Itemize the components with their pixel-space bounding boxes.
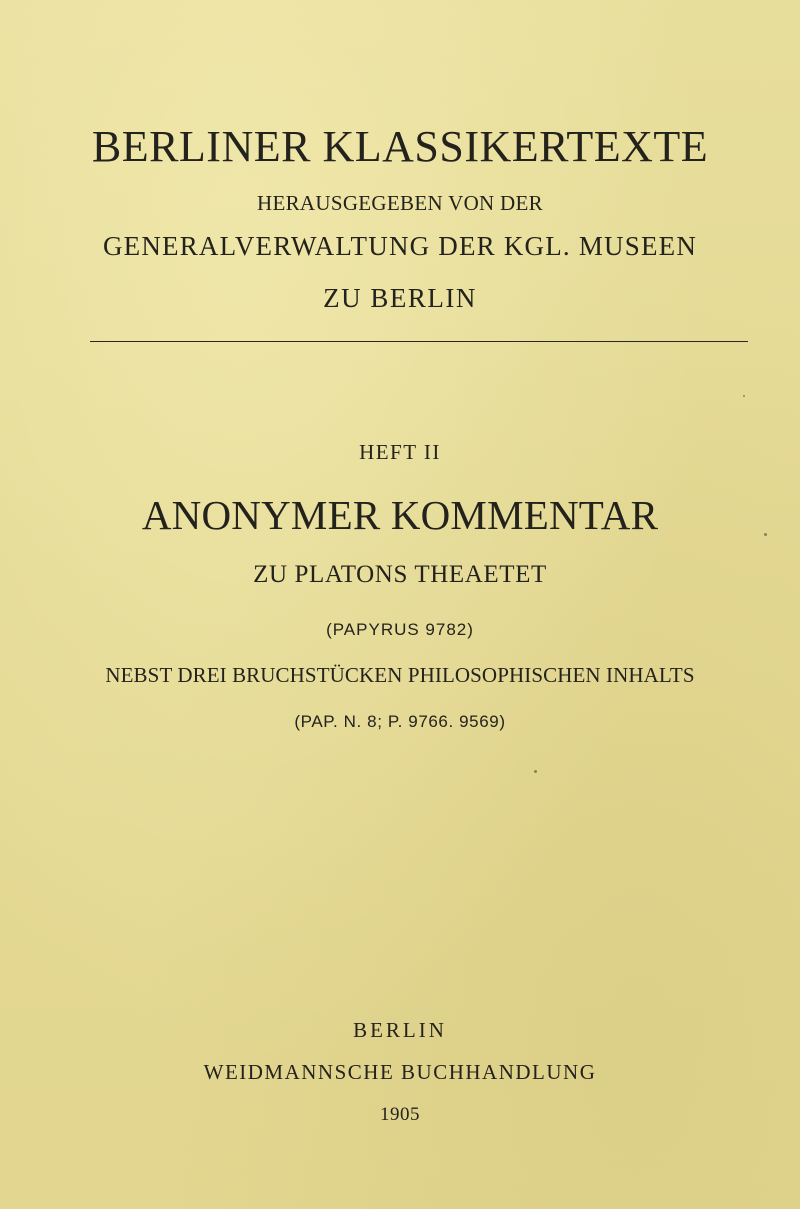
publisher-name: GENERALVERWALTUNG DER KGL. MUSEEN xyxy=(102,231,698,261)
published-by: HERAUSGEGEBEN VON DER xyxy=(257,191,543,215)
fragments-reference: (PAP. N. 8; P. 9766. 9569) xyxy=(294,712,506,731)
imprint-year: 1905 xyxy=(380,1104,420,1125)
paper-speck xyxy=(534,770,537,773)
main-title: ANONYMER KOMMENTAR xyxy=(141,492,659,538)
subtitle: ZU PLATONS THEAETET xyxy=(253,561,547,588)
series-title: BERLINER KLASSIKERTEXTE xyxy=(91,122,709,171)
issue-number: HEFT II xyxy=(359,440,441,464)
paper-speck xyxy=(743,395,745,397)
publisher-city: ZU BERLIN xyxy=(323,283,477,313)
horizontal-rule xyxy=(90,341,748,342)
imprint-publisher: WEIDMANNSCHE BUCHHANDLUNG xyxy=(203,1060,597,1084)
supplement-title: NEBST DREI BRUCHSTÜCKEN PHILOSOPHISCHEN INHALTS xyxy=(105,663,695,687)
imprint-city: BERLIN xyxy=(353,1018,447,1042)
paper-speck xyxy=(764,533,767,536)
papyrus-reference: (PAPYRUS 9782) xyxy=(326,620,474,639)
